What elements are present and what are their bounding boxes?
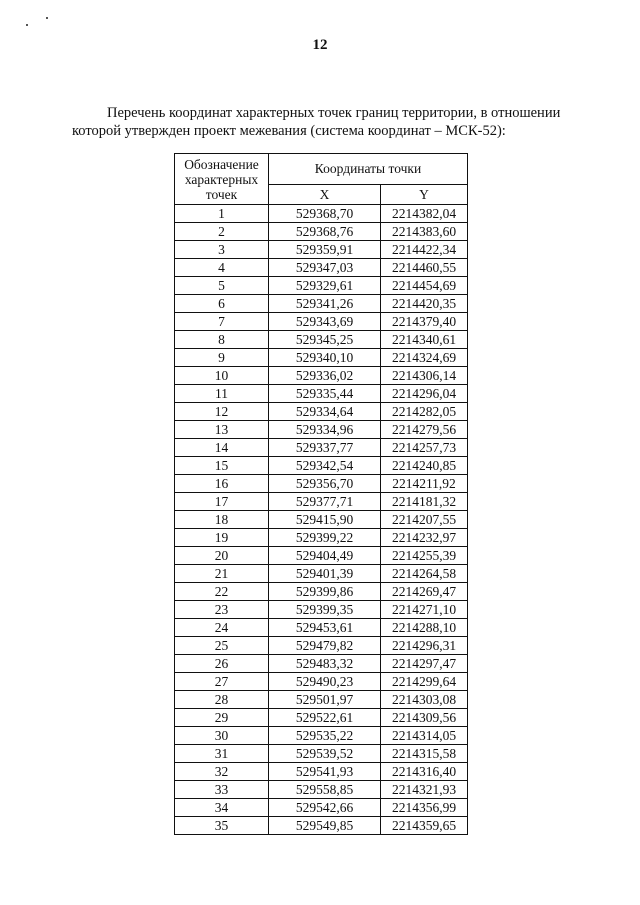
table-row bbox=[175, 673, 468, 691]
page-number: 12 bbox=[312, 37, 328, 53]
point-number-cell: 3 bbox=[175, 241, 269, 259]
x-coordinate-cell: 529501,97 bbox=[269, 691, 381, 709]
table-row bbox=[175, 295, 468, 313]
y-coordinate-cell: 2214379,40 bbox=[381, 313, 468, 331]
point-number-cell: 2 bbox=[175, 223, 269, 241]
point-number-cell: 17 bbox=[175, 493, 269, 511]
table-row bbox=[175, 817, 468, 835]
table-row bbox=[175, 583, 468, 601]
table-row bbox=[175, 493, 468, 511]
table-row bbox=[175, 367, 468, 385]
y-coordinate-cell: 2214181,32 bbox=[381, 493, 468, 511]
point-number-cell: 30 bbox=[175, 727, 269, 745]
y-coordinate-cell: 2214359,65 bbox=[381, 817, 468, 835]
table-row bbox=[175, 511, 468, 529]
y-coordinate-cell: 2214279,56 bbox=[381, 421, 468, 439]
table-row bbox=[175, 259, 468, 277]
y-coordinate-cell: 2214299,64 bbox=[381, 673, 468, 691]
x-coordinate-cell: 529399,86 bbox=[269, 583, 381, 601]
x-coordinate-cell: 529336,02 bbox=[269, 367, 381, 385]
table-row bbox=[175, 637, 468, 655]
table-row bbox=[175, 223, 468, 241]
y-coordinate-cell: 2214460,55 bbox=[381, 259, 468, 277]
x-coordinate-cell: 529334,96 bbox=[269, 421, 381, 439]
table-row bbox=[175, 475, 468, 493]
point-number-cell: 28 bbox=[175, 691, 269, 709]
x-coordinate-cell: 529541,93 bbox=[269, 763, 381, 781]
y-coordinate-cell: 2214316,40 bbox=[381, 763, 468, 781]
table-row bbox=[175, 313, 468, 331]
y-coordinate-cell: 2214282,05 bbox=[381, 403, 468, 421]
point-number-cell: 18 bbox=[175, 511, 269, 529]
y-coordinate-cell: 2214264,58 bbox=[381, 565, 468, 583]
y-coordinate-cell: 2214309,56 bbox=[381, 709, 468, 727]
y-coordinate-cell: 2214257,73 bbox=[381, 439, 468, 457]
x-coordinate-cell: 529490,23 bbox=[269, 673, 381, 691]
scan-speck bbox=[26, 24, 28, 26]
header-point-label: Обозначение характерных точек bbox=[175, 154, 269, 205]
table-row bbox=[175, 439, 468, 457]
y-coordinate-cell: 2214356,99 bbox=[381, 799, 468, 817]
y-coordinate-cell: 2214232,97 bbox=[381, 529, 468, 547]
point-number-cell: 20 bbox=[175, 547, 269, 565]
x-coordinate-cell: 529347,03 bbox=[269, 259, 381, 277]
point-number-cell: 7 bbox=[175, 313, 269, 331]
x-coordinate-cell: 529549,85 bbox=[269, 817, 381, 835]
table-row bbox=[175, 727, 468, 745]
y-coordinate-cell: 2214306,14 bbox=[381, 367, 468, 385]
x-coordinate-cell: 529368,70 bbox=[269, 205, 381, 223]
point-number-cell: 5 bbox=[175, 277, 269, 295]
point-number-cell: 22 bbox=[175, 583, 269, 601]
y-coordinate-cell: 2214315,58 bbox=[381, 745, 468, 763]
coordinates-table bbox=[174, 153, 468, 835]
y-coordinate-cell: 2214296,04 bbox=[381, 385, 468, 403]
x-coordinate-cell: 529522,61 bbox=[269, 709, 381, 727]
x-coordinate-cell: 529341,26 bbox=[269, 295, 381, 313]
table-row bbox=[175, 349, 468, 367]
table-row bbox=[175, 547, 468, 565]
header-coordinates: Координаты точки bbox=[269, 154, 468, 185]
point-number-cell: 10 bbox=[175, 367, 269, 385]
y-coordinate-cell: 2214297,47 bbox=[381, 655, 468, 673]
table-row bbox=[175, 403, 468, 421]
point-number-cell: 35 bbox=[175, 817, 269, 835]
table-row bbox=[175, 457, 468, 475]
x-coordinate-cell: 529401,39 bbox=[269, 565, 381, 583]
x-coordinate-cell: 529329,61 bbox=[269, 277, 381, 295]
point-number-cell: 19 bbox=[175, 529, 269, 547]
x-coordinate-cell: 529343,69 bbox=[269, 313, 381, 331]
x-coordinate-cell: 529334,64 bbox=[269, 403, 381, 421]
x-coordinate-cell: 529345,25 bbox=[269, 331, 381, 349]
point-number-cell: 11 bbox=[175, 385, 269, 403]
point-number-cell: 8 bbox=[175, 331, 269, 349]
x-coordinate-cell: 529483,32 bbox=[269, 655, 381, 673]
table-row bbox=[175, 691, 468, 709]
y-coordinate-cell: 2214255,39 bbox=[381, 547, 468, 565]
point-number-cell: 25 bbox=[175, 637, 269, 655]
point-number-cell: 24 bbox=[175, 619, 269, 637]
point-number-cell: 33 bbox=[175, 781, 269, 799]
point-number-cell: 27 bbox=[175, 673, 269, 691]
table-row bbox=[175, 655, 468, 673]
x-coordinate-cell: 529342,54 bbox=[269, 457, 381, 475]
point-number-cell: 34 bbox=[175, 799, 269, 817]
scan-speck bbox=[46, 17, 48, 19]
x-coordinate-cell: 529359,91 bbox=[269, 241, 381, 259]
table-row bbox=[175, 745, 468, 763]
y-coordinate-cell: 2214422,34 bbox=[381, 241, 468, 259]
point-number-cell: 32 bbox=[175, 763, 269, 781]
y-coordinate-cell: 2214383,60 bbox=[381, 223, 468, 241]
header-y: Y bbox=[381, 185, 468, 205]
x-coordinate-cell: 529399,35 bbox=[269, 601, 381, 619]
point-number-cell: 4 bbox=[175, 259, 269, 277]
point-number-cell: 16 bbox=[175, 475, 269, 493]
y-coordinate-cell: 2214211,92 bbox=[381, 475, 468, 493]
table-row bbox=[175, 421, 468, 439]
point-number-cell: 15 bbox=[175, 457, 269, 475]
x-coordinate-cell: 529340,10 bbox=[269, 349, 381, 367]
point-number-cell: 12 bbox=[175, 403, 269, 421]
point-number-cell: 1 bbox=[175, 205, 269, 223]
table-row bbox=[175, 601, 468, 619]
table-row bbox=[175, 205, 468, 223]
point-number-cell: 26 bbox=[175, 655, 269, 673]
point-number-cell: 21 bbox=[175, 565, 269, 583]
point-number-cell: 14 bbox=[175, 439, 269, 457]
table-row bbox=[175, 619, 468, 637]
x-coordinate-cell: 529479,82 bbox=[269, 637, 381, 655]
y-coordinate-cell: 2214288,10 bbox=[381, 619, 468, 637]
title-text: Перечень координат характерных точек границ территории, в отношении которой утвержден проект межевания (система координат – МСК-52): bbox=[72, 105, 561, 139]
x-coordinate-cell: 529399,22 bbox=[269, 529, 381, 547]
table-row bbox=[175, 241, 468, 259]
header-x: X bbox=[269, 185, 381, 205]
table-row bbox=[175, 763, 468, 781]
y-coordinate-cell: 2214340,61 bbox=[381, 331, 468, 349]
y-coordinate-cell: 2214314,05 bbox=[381, 727, 468, 745]
table-row bbox=[175, 781, 468, 799]
table-row bbox=[175, 385, 468, 403]
x-coordinate-cell: 529404,49 bbox=[269, 547, 381, 565]
table-row bbox=[175, 565, 468, 583]
y-coordinate-cell: 2214240,85 bbox=[381, 457, 468, 475]
table-row bbox=[175, 799, 468, 817]
point-number-cell: 29 bbox=[175, 709, 269, 727]
y-coordinate-cell: 2214420,35 bbox=[381, 295, 468, 313]
table-row bbox=[175, 277, 468, 295]
y-coordinate-cell: 2214296,31 bbox=[381, 637, 468, 655]
x-coordinate-cell: 529368,76 bbox=[269, 223, 381, 241]
x-coordinate-cell: 529535,22 bbox=[269, 727, 381, 745]
document-title bbox=[72, 104, 568, 140]
table-body bbox=[175, 205, 468, 835]
table-row bbox=[175, 331, 468, 349]
x-coordinate-cell: 529377,71 bbox=[269, 493, 381, 511]
x-coordinate-cell: 529335,44 bbox=[269, 385, 381, 403]
point-number-cell: 31 bbox=[175, 745, 269, 763]
point-number-cell: 23 bbox=[175, 601, 269, 619]
y-coordinate-cell: 2214271,10 bbox=[381, 601, 468, 619]
y-coordinate-cell: 2214269,47 bbox=[381, 583, 468, 601]
x-coordinate-cell: 529542,66 bbox=[269, 799, 381, 817]
x-coordinate-cell: 529539,52 bbox=[269, 745, 381, 763]
x-coordinate-cell: 529356,70 bbox=[269, 475, 381, 493]
x-coordinate-cell: 529558,85 bbox=[269, 781, 381, 799]
y-coordinate-cell: 2214382,04 bbox=[381, 205, 468, 223]
x-coordinate-cell: 529337,77 bbox=[269, 439, 381, 457]
y-coordinate-cell: 2214321,93 bbox=[381, 781, 468, 799]
y-coordinate-cell: 2214207,55 bbox=[381, 511, 468, 529]
y-coordinate-cell: 2214303,08 bbox=[381, 691, 468, 709]
point-number-cell: 6 bbox=[175, 295, 269, 313]
y-coordinate-cell: 2214454,69 bbox=[381, 277, 468, 295]
table-row bbox=[175, 529, 468, 547]
point-number-cell: 9 bbox=[175, 349, 269, 367]
x-coordinate-cell: 529453,61 bbox=[269, 619, 381, 637]
table-row bbox=[175, 709, 468, 727]
y-coordinate-cell: 2214324,69 bbox=[381, 349, 468, 367]
point-number-cell: 13 bbox=[175, 421, 269, 439]
x-coordinate-cell: 529415,90 bbox=[269, 511, 381, 529]
